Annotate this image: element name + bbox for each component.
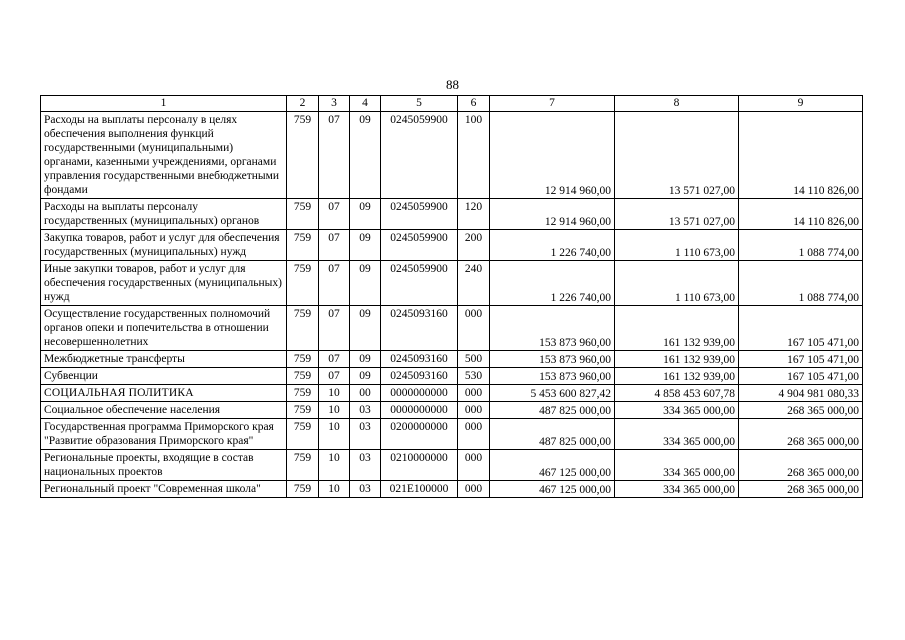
row-code: 759 (287, 230, 319, 261)
row-code: 759 (287, 419, 319, 450)
row-target-article: 0245059900 (381, 112, 458, 199)
row-subsection: 09 (350, 306, 381, 351)
table-row (41, 419, 863, 450)
row-target-article: 0245059900 (381, 230, 458, 261)
row-amount-year3: 1 088 774,00 (739, 261, 863, 306)
row-amount-year3: 268 365 000,00 (739, 419, 863, 450)
row-name: Межбюджетные трансферты (41, 351, 287, 368)
row-subsection: 09 (350, 368, 381, 385)
row-name: Расходы на выплаты персоналу государственных (муниципальных) органов (41, 199, 287, 230)
row-code: 759 (287, 351, 319, 368)
row-section: 07 (319, 230, 350, 261)
row-amount-year1: 487 825 000,00 (490, 419, 615, 450)
row-amount-year3: 1 088 774,00 (739, 230, 863, 261)
row-code: 759 (287, 450, 319, 481)
row-amount-year3: 14 110 826,00 (739, 112, 863, 199)
row-target-article: 0245093160 (381, 351, 458, 368)
header-row (41, 96, 863, 112)
header-cell: 8 (615, 96, 739, 112)
row-section: 10 (319, 481, 350, 498)
row-section: 07 (319, 351, 350, 368)
row-subsection: 09 (350, 351, 381, 368)
row-amount-year2: 13 571 027,00 (615, 112, 739, 199)
row-amount-year2: 161 132 939,00 (615, 368, 739, 385)
row-target-article: 0210000000 (381, 450, 458, 481)
table-row (41, 230, 863, 261)
row-amount-year2: 334 365 000,00 (615, 481, 739, 498)
row-code: 759 (287, 112, 319, 199)
row-name: Государственная программа Приморского края "Развитие образования Приморского края" (41, 419, 287, 450)
row-amount-year3: 167 105 471,00 (739, 368, 863, 385)
header-cell: 6 (458, 96, 490, 112)
row-amount-year1: 467 125 000,00 (490, 450, 615, 481)
row-amount-year3: 167 105 471,00 (739, 306, 863, 351)
row-subsection: 09 (350, 199, 381, 230)
table-row (41, 306, 863, 351)
row-subsection: 00 (350, 385, 381, 402)
table-row (41, 351, 863, 368)
row-target-article: 0245093160 (381, 306, 458, 351)
row-expense-type: 100 (458, 112, 490, 199)
row-amount-year1: 153 873 960,00 (490, 306, 615, 351)
row-subsection: 09 (350, 230, 381, 261)
row-name: Иные закупки товаров, работ и услуг для обеспечения государственных (муниципальных) нужд (41, 261, 287, 306)
row-amount-year2: 161 132 939,00 (615, 351, 739, 368)
table-row (41, 261, 863, 306)
row-target-article: 0000000000 (381, 402, 458, 419)
row-subsection: 09 (350, 261, 381, 306)
row-subsection: 03 (350, 402, 381, 419)
row-expense-type: 200 (458, 230, 490, 261)
row-code: 759 (287, 306, 319, 351)
header-cell: 9 (739, 96, 863, 112)
row-expense-type: 000 (458, 306, 490, 351)
row-amount-year1: 12 914 960,00 (490, 199, 615, 230)
row-amount-year3: 4 904 981 080,33 (739, 385, 863, 402)
row-code: 759 (287, 261, 319, 306)
table-row (41, 481, 863, 498)
row-amount-year2: 161 132 939,00 (615, 306, 739, 351)
row-expense-type: 000 (458, 481, 490, 498)
page-number: 88 (446, 77, 459, 92)
row-expense-type: 000 (458, 402, 490, 419)
row-target-article: 0000000000 (381, 385, 458, 402)
row-name: Региональный проект "Современная школа" (41, 481, 287, 498)
row-section: 10 (319, 419, 350, 450)
row-code: 759 (287, 402, 319, 419)
row-target-article: 0245059900 (381, 261, 458, 306)
header-cell: 3 (319, 96, 350, 112)
row-amount-year1: 487 825 000,00 (490, 402, 615, 419)
row-expense-type: 530 (458, 368, 490, 385)
header-cell: 5 (381, 96, 458, 112)
row-expense-type: 120 (458, 199, 490, 230)
row-amount-year3: 268 365 000,00 (739, 402, 863, 419)
row-section: 07 (319, 261, 350, 306)
row-target-article: 0200000000 (381, 419, 458, 450)
row-amount-year2: 334 365 000,00 (615, 402, 739, 419)
row-amount-year3: 167 105 471,00 (739, 351, 863, 368)
row-expense-type: 000 (458, 419, 490, 450)
row-amount-year1: 467 125 000,00 (490, 481, 615, 498)
table-row (41, 112, 863, 199)
row-code: 759 (287, 385, 319, 402)
row-amount-year1: 1 226 740,00 (490, 261, 615, 306)
row-section: 07 (319, 112, 350, 199)
row-amount-year2: 13 571 027,00 (615, 199, 739, 230)
table-row (41, 450, 863, 481)
row-target-article: 021E100000 (381, 481, 458, 498)
row-amount-year3: 268 365 000,00 (739, 481, 863, 498)
row-amount-year1: 5 453 600 827,42 (490, 385, 615, 402)
row-expense-type: 240 (458, 261, 490, 306)
row-target-article: 0245059900 (381, 199, 458, 230)
row-expense-type: 500 (458, 351, 490, 368)
row-target-article: 0245093160 (381, 368, 458, 385)
row-section: 07 (319, 368, 350, 385)
row-expense-type: 000 (458, 450, 490, 481)
row-name: Региональные проекты, входящие в состав национальных проектов (41, 450, 287, 481)
row-amount-year1: 153 873 960,00 (490, 368, 615, 385)
row-subsection: 03 (350, 481, 381, 498)
row-section: 07 (319, 306, 350, 351)
row-code: 759 (287, 481, 319, 498)
row-amount-year1: 153 873 960,00 (490, 351, 615, 368)
row-subsection: 03 (350, 450, 381, 481)
row-section: 07 (319, 199, 350, 230)
row-subsection: 09 (350, 112, 381, 199)
row-name: Закупка товаров, работ и услуг для обеспечения государственных (муниципальных) нужд (41, 230, 287, 261)
table-row (41, 199, 863, 230)
budget-table (40, 95, 863, 498)
table-body (41, 112, 863, 498)
row-amount-year3: 14 110 826,00 (739, 199, 863, 230)
row-amount-year1: 1 226 740,00 (490, 230, 615, 261)
row-amount-year2: 1 110 673,00 (615, 261, 739, 306)
row-section: 10 (319, 450, 350, 481)
header-cell: 1 (41, 96, 287, 112)
header-cell: 7 (490, 96, 615, 112)
header-cell: 4 (350, 96, 381, 112)
table-row (41, 385, 863, 402)
row-code: 759 (287, 368, 319, 385)
row-amount-year2: 334 365 000,00 (615, 419, 739, 450)
row-name: СОЦИАЛЬНАЯ ПОЛИТИКА (41, 385, 287, 402)
row-name: Расходы на выплаты персоналу в целях обеспечения выполнения функций государственными (муниципальными) органами, казенными учреждениями, органами управления государственными внебюджетными фондами (41, 112, 287, 199)
row-amount-year2: 334 365 000,00 (615, 450, 739, 481)
row-name: Социальное обеспечение населения (41, 402, 287, 419)
row-amount-year2: 4 858 453 607,78 (615, 385, 739, 402)
row-subsection: 03 (350, 419, 381, 450)
row-amount-year2: 1 110 673,00 (615, 230, 739, 261)
header-cell: 2 (287, 96, 319, 112)
row-name: Субвенции (41, 368, 287, 385)
row-expense-type: 000 (458, 385, 490, 402)
row-code: 759 (287, 199, 319, 230)
row-amount-year3: 268 365 000,00 (739, 450, 863, 481)
row-amount-year1: 12 914 960,00 (490, 112, 615, 199)
table-row (41, 402, 863, 419)
row-section: 10 (319, 385, 350, 402)
row-section: 10 (319, 402, 350, 419)
row-name: Осуществление государственных полномочий органов опеки и попечительства в отношении несовершеннолетних (41, 306, 287, 351)
table-row (41, 368, 863, 385)
